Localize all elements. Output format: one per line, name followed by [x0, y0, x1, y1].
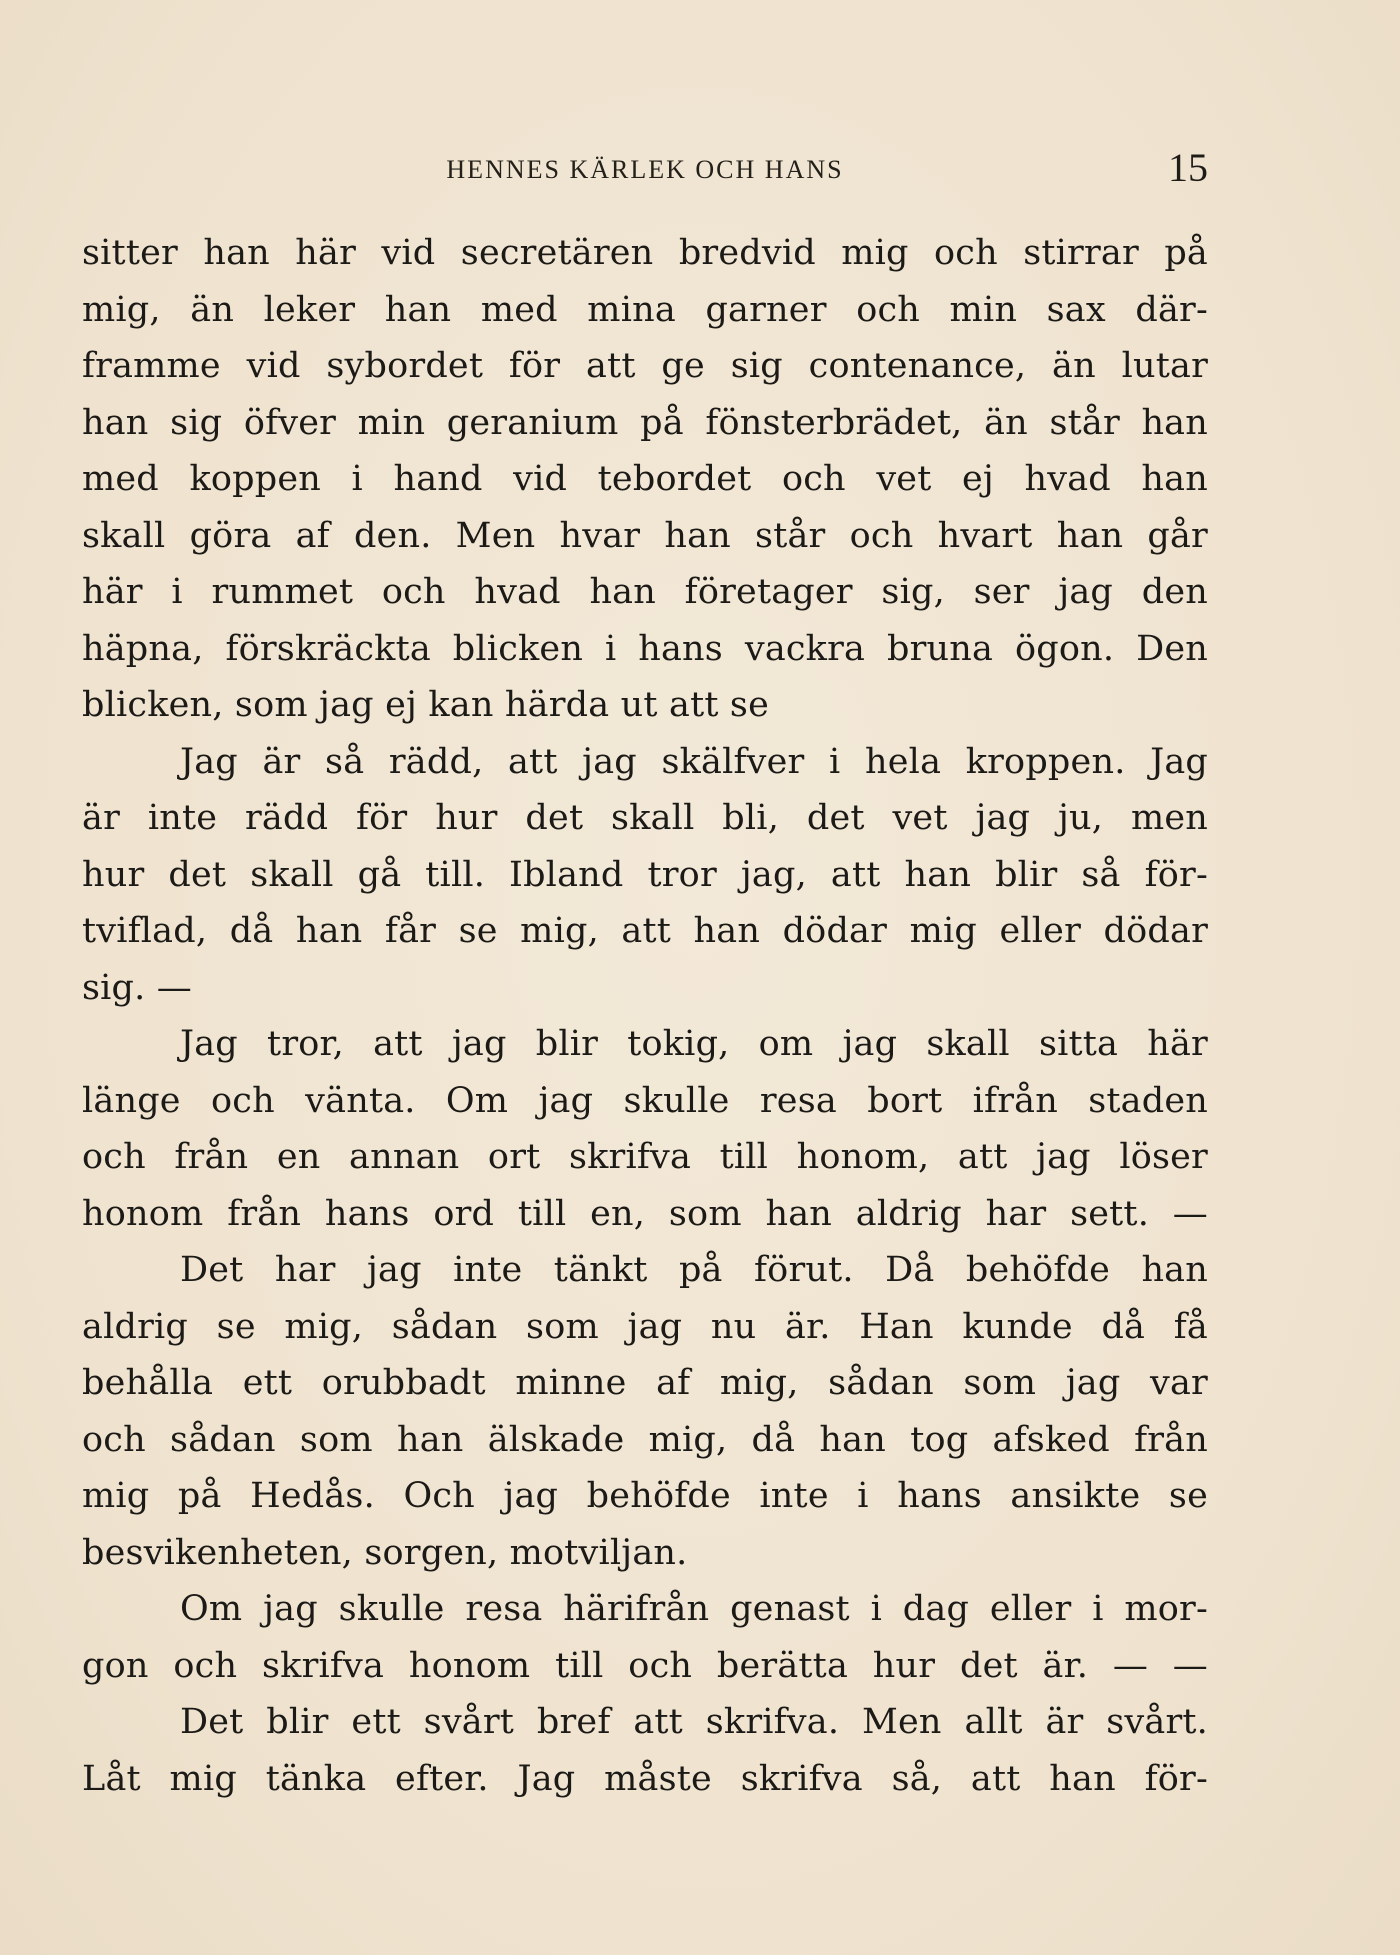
text-line: blicken, som jag ej kan härda ut att se: [82, 685, 770, 725]
text-line: Om jag skulle resa härifrån genast i dag eller i mor-: [180, 1589, 1208, 1629]
text-line: mig på Hedås. Och jag behöfde inte i hans ansikte se: [82, 1476, 1208, 1516]
text-line: skall göra af den. Men hvar han står och hvart han går: [82, 515, 1208, 556]
text-line: Jag är så rädd, att jag skälfver i hela kroppen. Jag: [180, 741, 1208, 782]
page-number: 15: [1168, 145, 1208, 190]
text-line: mig, än leker han med mina garner och min sax där-: [82, 289, 1208, 330]
text-line: häpna, förskräckta blicken i hans vackra bruna ögon. Den: [82, 628, 1208, 669]
text-line: med koppen i hand vid tebordet och vet ej hvad han: [82, 459, 1208, 499]
text-line: sitter han här vid secretären bredvid mig och stirrar på: [82, 233, 1208, 273]
running-head: [82, 145, 1208, 190]
text-line: besvikenheten, sorgen, motviljan.: [82, 1532, 688, 1573]
text-line: och från en annan ort skrifva till honom, att jag löser: [82, 1137, 1208, 1177]
text-line: han sig öfver min geranium på fönsterbrädet, än står han: [82, 402, 1208, 443]
text-line: Låt mig tänka efter. Jag måste skrifva så, att han för-: [82, 1758, 1208, 1799]
text-line: sig. —: [82, 967, 193, 1008]
text-line: tviflad, då han får se mig, att han dödar mig eller dödar: [82, 911, 1208, 951]
running-title: HENNES KÄRLEK OCH HANS: [446, 155, 844, 184]
text-line: länge och vänta. Om jag skulle resa bort ifrån staden: [82, 1080, 1208, 1121]
text-line: hur det skall gå till. Ibland tror jag, att han blir så för-: [82, 854, 1208, 895]
text-line: gon och skrifva honom till och berätta hur det är. — —: [82, 1645, 1208, 1686]
body-text: [82, 225, 1208, 1807]
text-line: framme vid sybordet för att ge sig contenance, än lutar: [82, 346, 1208, 386]
text-line: Det har jag inte tänkt på förut. Då behöfde han: [180, 1250, 1208, 1290]
text-line: honom från hans ord till en, som han aldrig har sett. —: [82, 1193, 1208, 1234]
text-line: Jag tror, att jag blir tokig, om jag skall sitta här: [180, 1024, 1208, 1064]
text-line: Det blir ett svårt bref att skrifva. Men allt är svårt.: [180, 1702, 1208, 1742]
text-line: och sådan som han älskade mig, då han tog afsked från: [82, 1419, 1208, 1460]
text-line: behålla ett orubbadt minne af mig, sådan som jag var: [82, 1363, 1208, 1403]
text-line: här i rummet och hvad han företager sig, ser jag den: [82, 572, 1208, 612]
text-line: är inte rädd för hur det skall bli, det vet jag ju, men: [82, 798, 1208, 838]
text-line: aldrig se mig, sådan som jag nu är. Han kunde då få: [82, 1306, 1208, 1347]
